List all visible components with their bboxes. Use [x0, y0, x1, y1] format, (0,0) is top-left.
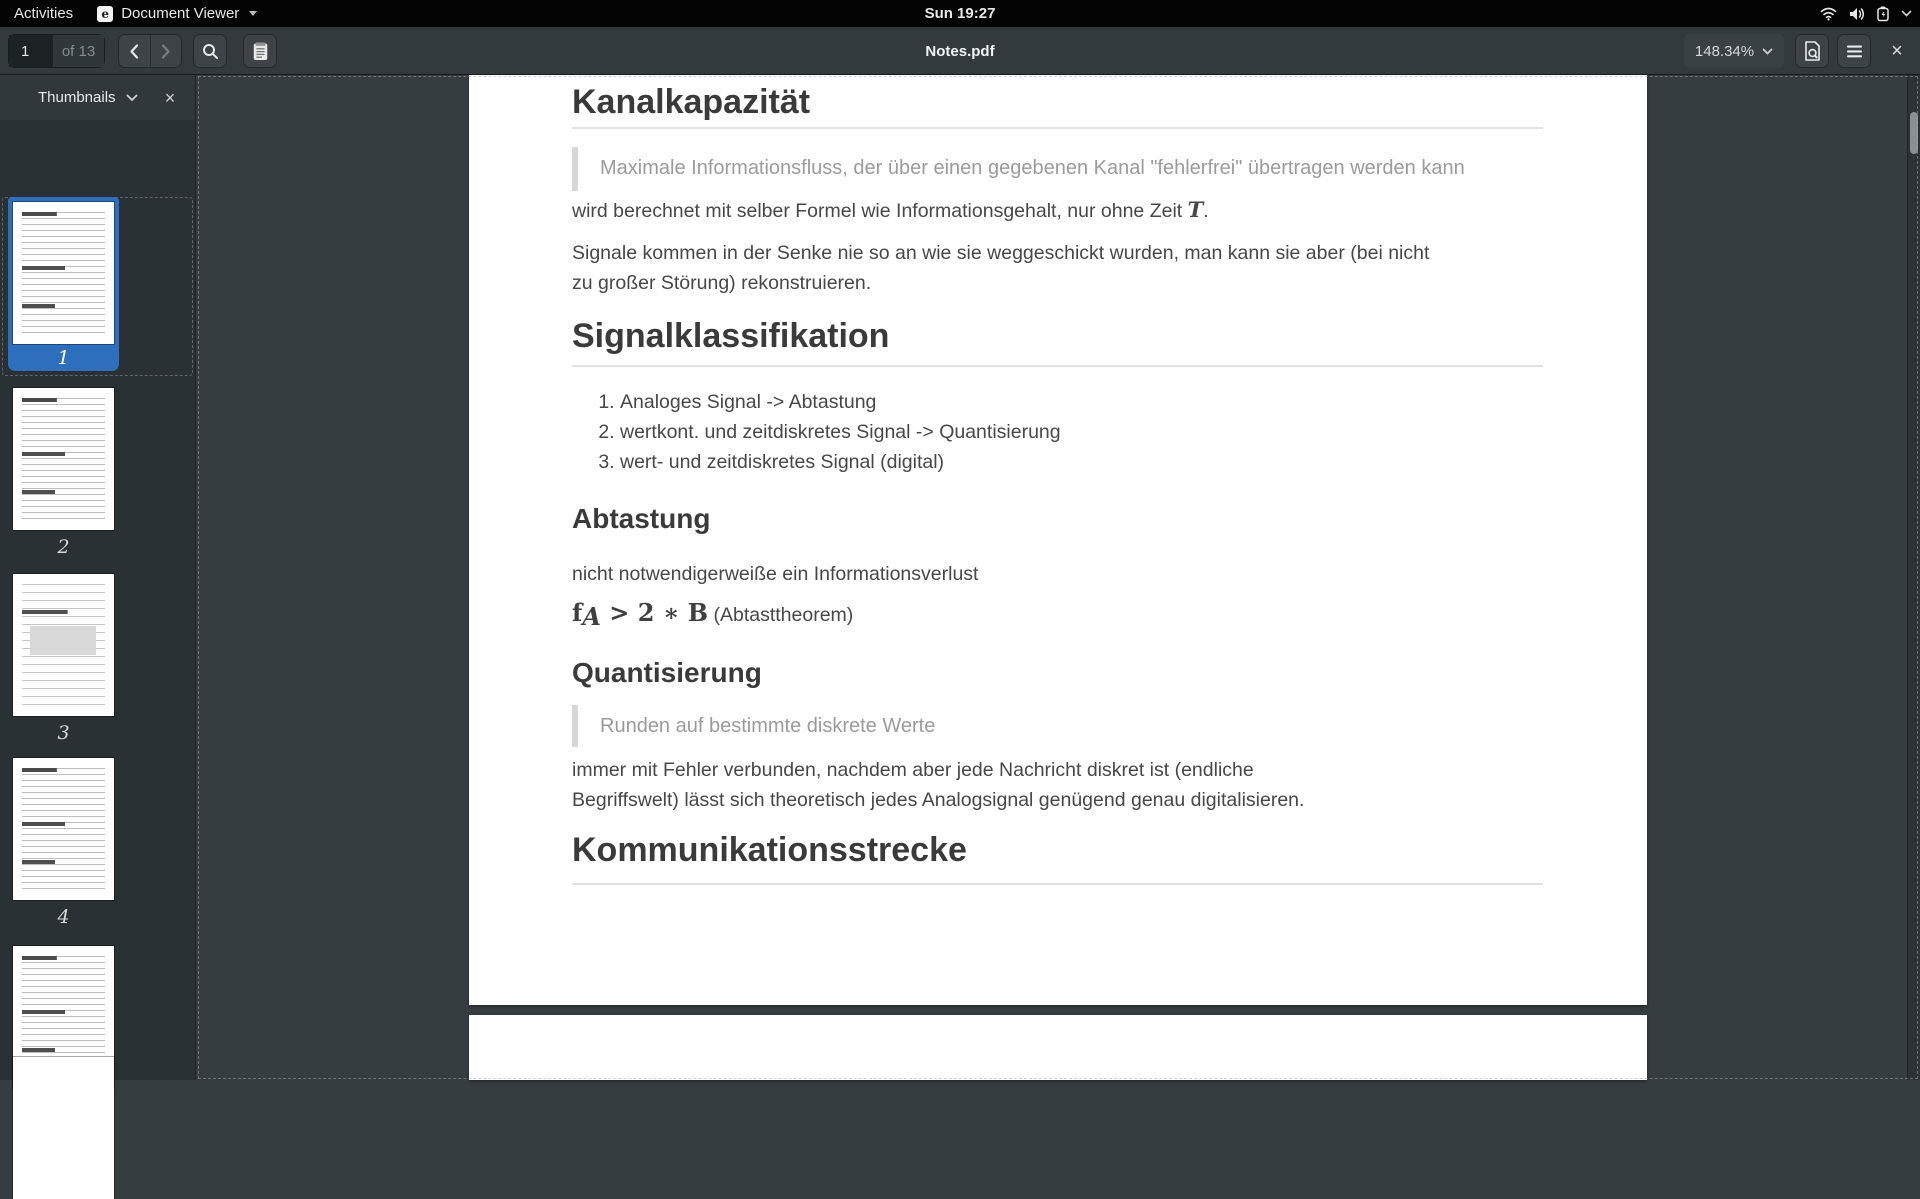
formula-note: (Abtasttheorem): [713, 604, 854, 626]
list-item: 1. Analoges Signal -> Abtastung: [620, 387, 1543, 417]
clock[interactable]: Sun 19:27: [924, 5, 996, 22]
sidebar-mode-dropdown[interactable]: Thumbnails: [38, 89, 116, 106]
paragraph: Signale kommen in der Senke nie so an wie sie weggeschickt wurden, man kann sie aber (bei nicht zu großer Störung) rekonstruieren.: [572, 242, 1430, 294]
previous-page-button[interactable]: [119, 35, 150, 67]
math-symbol-T: T: [1187, 197, 1204, 222]
notepad-icon: [253, 42, 268, 61]
math-sub-A: A: [582, 602, 601, 631]
blockquote-text: Maximale Informationsfluss, der über einen gegebenen Kanal "fehlerfrei" übertragen werden kann: [600, 157, 1465, 179]
thumbnail-image: [13, 758, 114, 900]
chevron-down-icon: [1762, 48, 1773, 55]
document-properties-button[interactable]: [1795, 34, 1829, 68]
math-f: f: [572, 598, 583, 627]
thumbnail-page-number: 1: [57, 347, 70, 369]
thumbnail-image: [13, 1057, 114, 1199]
chevron-right-icon: [161, 44, 170, 59]
thumbnails-sidebar: [0, 75, 196, 1080]
heading-rule: [572, 127, 1543, 129]
window-title: Notes.pdf: [925, 42, 995, 60]
header-bar: [0, 27, 1920, 75]
heading-abtastung: Abtastung: [572, 503, 711, 534]
hamburger-menu-button[interactable]: [1837, 34, 1871, 68]
zoom-level-dropdown[interactable]: [1684, 34, 1784, 68]
signal-classification-list: [572, 387, 1543, 477]
thumbnail-image: [13, 202, 114, 344]
search-button[interactable]: [193, 34, 227, 68]
activities-button[interactable]: Activities: [14, 5, 74, 22]
side-pane-button[interactable]: [243, 34, 277, 68]
list-item: 3. wert- und zeitdiskretes Signal (digital): [620, 447, 1543, 477]
top-menu-bar: [0, 0, 1920, 27]
wifi-icon: [1820, 7, 1837, 21]
app-menu-label: Document Viewer: [121, 5, 240, 22]
heading-rule: [572, 365, 1543, 367]
next-page-button[interactable]: [150, 35, 181, 67]
heading-kanalkapazitaet: Kanalkapazität: [572, 83, 811, 121]
thumbnail-page-number: 4: [57, 906, 70, 928]
hamburger-icon: [1847, 45, 1862, 58]
thumbnail-image: [13, 574, 114, 716]
volume-icon: [1849, 7, 1865, 21]
paragraph: immer mit Fehler verbunden, nachdem aber jede Nachricht diskret ist (endliche Begriffswelt) lässt sich theoretisch jedes Analogsignal genügend genau digitalisieren.: [572, 759, 1305, 811]
math-operator: > 2 ∗: [600, 598, 688, 627]
formula-abtasttheorem: [572, 598, 853, 631]
close-icon: ×: [164, 87, 176, 108]
document-viewer-app-icon: e: [97, 6, 113, 22]
paragraph: [572, 195, 1562, 226]
paragraph: nicht notwendigerweiße ein Informationsverlust: [572, 563, 979, 585]
blockquote-quantisierung: [572, 705, 1562, 747]
heading-rule: [572, 883, 1543, 885]
search-icon: [202, 43, 219, 60]
pdf-page-2: [469, 1015, 1647, 1080]
heading-quantisierung: Quantisierung: [572, 657, 762, 688]
blockquote-text: Runden auf bestimmte diskrete Werte: [600, 715, 936, 737]
paragraph-text: .: [1203, 200, 1209, 222]
window-close-button[interactable]: [1880, 34, 1914, 68]
sidebar-close-button[interactable]: [159, 87, 181, 109]
vertical-scrollbar[interactable]: [1907, 75, 1920, 1080]
document-view[interactable]: [196, 75, 1920, 1080]
system-status-area[interactable]: [1820, 6, 1920, 21]
list-item: 2. wertkont. und zeitdiskretes Signal -> Quantisierung: [620, 417, 1543, 447]
zoom-level-value: 148.34%: [1694, 42, 1755, 60]
page-nav-group: [118, 34, 182, 68]
blockquote-kanalkapazitaet: [572, 147, 1562, 191]
chevron-down-icon: [1901, 10, 1912, 17]
thumbnail-image: [13, 388, 114, 530]
sidebar-header: [0, 75, 195, 120]
heading-kommunikationsstrecke: Kommunikationsstrecke: [572, 831, 967, 869]
thumbnail-page-number: 2: [57, 536, 70, 558]
paragraph-text: wird berechnet mit selber Formel wie Informationsgehalt, nur ohne Zeit: [572, 200, 1188, 222]
chevron-left-icon: [130, 44, 139, 59]
thumbnail-page-1-selected[interactable]: [8, 197, 119, 371]
page-number-widget: [8, 34, 105, 68]
thumbnail-page-number: 3: [57, 722, 70, 744]
document-magnifier-icon: [1804, 41, 1821, 61]
chevron-down-icon: [126, 94, 138, 102]
battery-icon: [1877, 6, 1889, 21]
page-number-input[interactable]: 1: [9, 35, 53, 67]
scrollbar-handle[interactable]: [1910, 112, 1918, 154]
heading-signalklassifikation: Signalklassifikation: [572, 317, 890, 355]
math-B: B: [687, 598, 709, 627]
close-icon: ×: [1891, 39, 1903, 62]
pdf-page-1: [469, 75, 1647, 1005]
page-total-label: of 13: [53, 35, 104, 67]
